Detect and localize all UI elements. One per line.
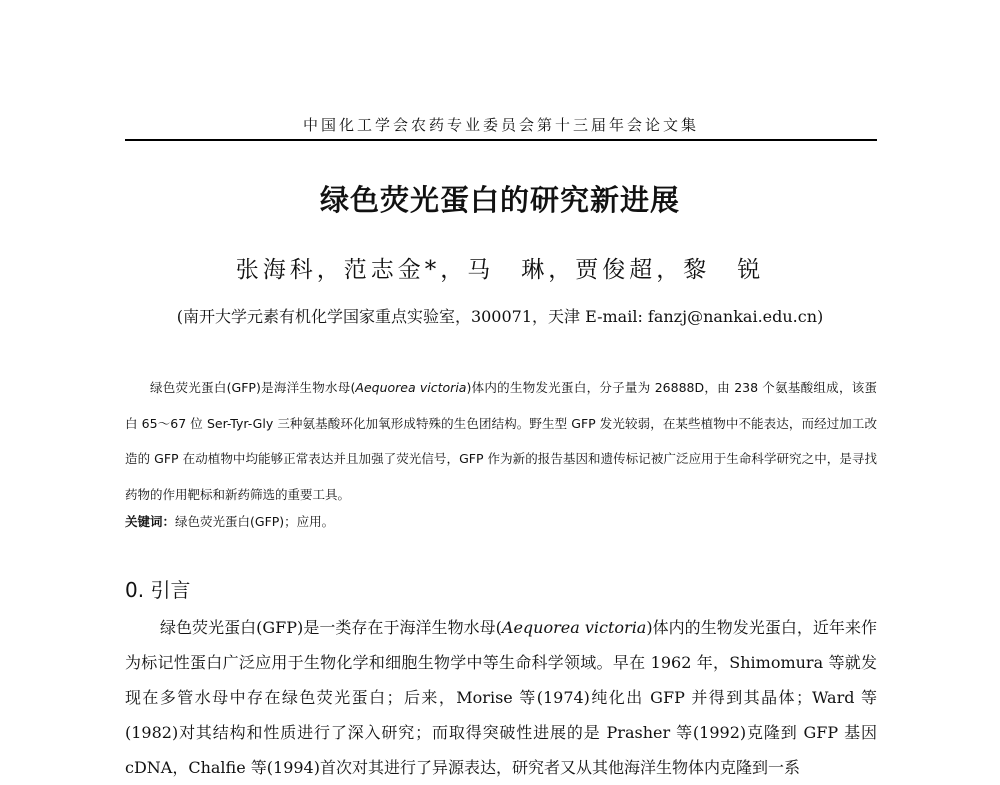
running-header: 中国化工学会农药专业委员会第十三届年会论文集 (302, 116, 699, 134)
abstract-text-1: 绿色荧光蛋白(GFP)是海洋生物水母( (150, 380, 356, 395)
author-list: 张海科，范志金*，马 琳，贾俊超，黎 锐 (235, 257, 765, 283)
abstract (125, 370, 877, 512)
keywords-text: 绿色荧光蛋白(GFP)；应用。 (175, 514, 335, 529)
body-text-1: 绿色荧光蛋白(GFP)是一类存在于海洋生物水母( (160, 618, 502, 637)
body-paragraph (125, 610, 877, 785)
abstract-text-2: )体内的生物发光蛋白，分子量为 26888D，由 238 个氨基酸组成，该蛋白 65～67 位 Ser-Tyr-Gly 三种氨基酸环化加氧形成特殊的生色团结构。野生型 GFP 发光较弱，在某些植物中不能表达，而经过加工改造的 GFP 在动植物中均能够正常表达并且加强了荧光信号，GFP 作为新的报告基因和遗传标记被广泛应用于生命科学研究之中，是寻找药物的作用靶标和新药筛选的重要工具。 (125, 380, 878, 502)
keywords (125, 512, 877, 530)
header-rule (125, 139, 877, 141)
abstract-species: Aequorea victoria (355, 380, 467, 395)
body-text-2: )体内的生物发光蛋白，近年来作为标记性蛋白广泛应用于生物化学和细胞生物学中等生命科学领域。早在 1962 年，Shimomura 等就发现在多管水母中存在绿色荧光蛋白；后来，Morise 等(1974)纯化出 GFP 并得到其晶体；Ward 等(1982)对其结构和性质进行了深入研究；而取得突破性进展的是 Prasher 等(1992)克隆到 GFP 基因 cDNA，Chalfie 等(1994)首次对其进行了异源表达，研究者又从其他海洋生物体内克隆到一系 (125, 618, 877, 777)
body-species: Aequorea victoria (501, 618, 647, 637)
section-heading-introduction: 0. 引言 (125, 578, 191, 602)
paper-title: 绿色荧光蛋白的研究新进展 (319, 183, 680, 217)
affiliation: (南开大学元素有机化学国家重点实验室，300071，天津 E-mail: fanzj@nankai.edu.cn) (176, 307, 824, 326)
keywords-label: 关键词： (125, 514, 176, 529)
